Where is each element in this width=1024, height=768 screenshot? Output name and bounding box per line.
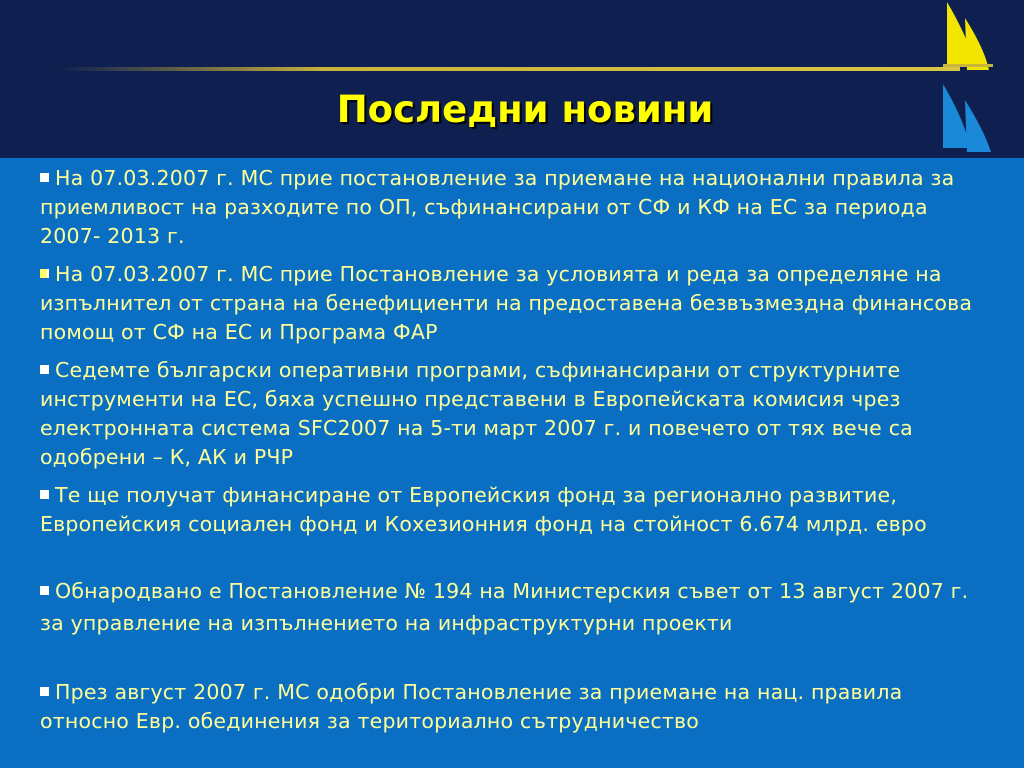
news-item [40,164,990,251]
news-item-text: Седемте български оперативни програми, съфинансирани от структурните инструменти на ЕС, бяха успешно представени в Европейската комисия чрез електронната система SFC2007 на 5-ти март 2007 г. и повечето от тях вече са одобрени – К, АК и РЧР [40,358,913,469]
news-item-text: На 07.03.2007 г. МС прие постановление за приемане на национални правила за приемливост на разходите по ОП, съфинансирани от СФ и КФ на ЕС за периода 2007- 2013 г. [40,166,955,248]
square-bullet-icon [40,173,49,182]
news-item [40,678,990,736]
square-bullet-icon [40,365,49,374]
square-bullet-icon [40,586,49,595]
slide-title: Последни новини [336,88,714,131]
header-divider [60,67,960,71]
slide-content [0,158,1024,768]
news-item-text: Те ще получат финансиране от Европейския фонд за регионално развитие, Европейския социален фонд и Кохезионния фонд на стойност 6.674 млрд. евро [40,483,927,536]
news-item-text: На 07.03.2007 г. МС прие Постановление за условията и реда за определяне на изпълнител от страна на бенефициенти на предоставена безвъзмездна финансова помощ от СФ на ЕС и Програма ФАР [40,262,973,344]
news-item [40,260,990,347]
square-bullet-icon [40,269,49,278]
news-item-text: През август 2007 г. МС одобри Постановление за приемане на нац. правила относно Евр. обединения за териториално сътрудничество [40,680,903,733]
sailboat-logo-icon [925,0,1005,158]
news-item [40,575,990,639]
square-bullet-icon [40,687,49,696]
news-item [40,481,990,539]
square-bullet-icon [40,490,49,499]
news-item [40,356,990,472]
news-item-text: Обнародвано е Постановление № 194 на Министерския съвет от 13 август 2007 г. за управление на изпълнението на инфраструктурни проекти [40,579,969,635]
slide-header [0,0,1024,158]
